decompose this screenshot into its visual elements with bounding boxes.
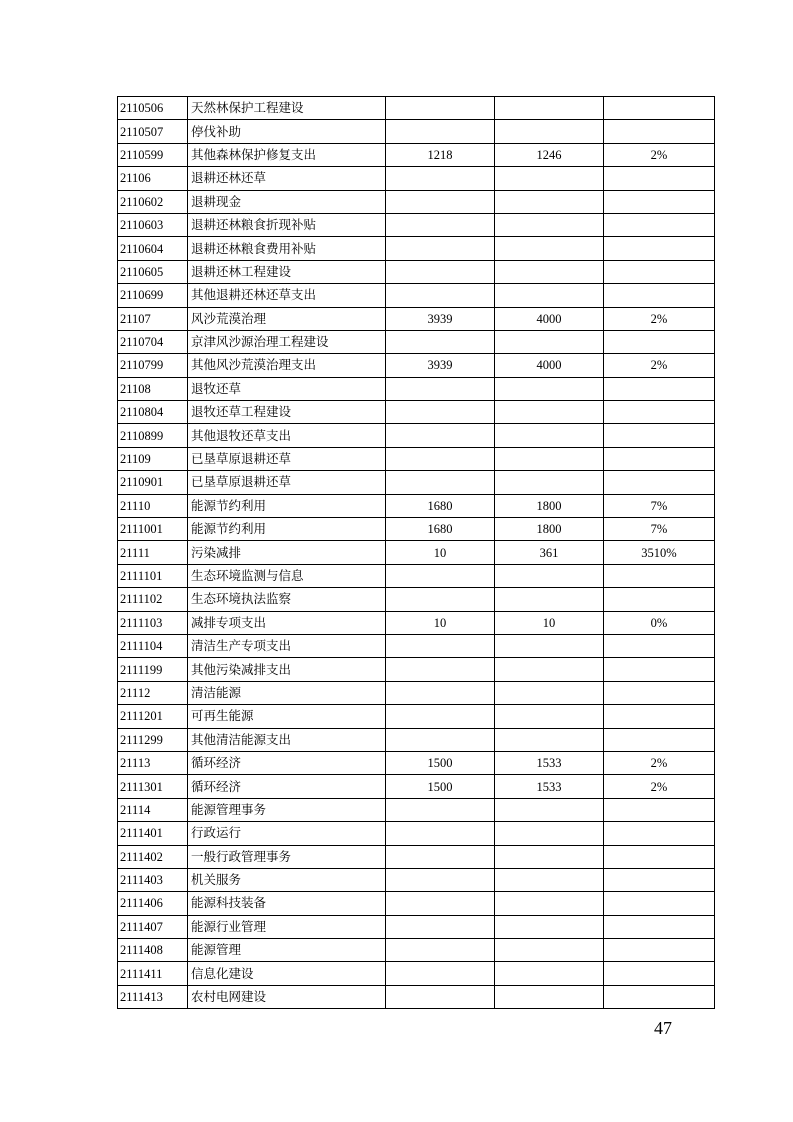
cell-value-1 (386, 447, 495, 470)
table-row (118, 447, 715, 470)
table-row (118, 120, 715, 143)
cell-code: 2111001 (118, 518, 188, 541)
cell-value-2 (495, 845, 604, 868)
cell-value-1 (386, 634, 495, 657)
cell-value-1 (386, 424, 495, 447)
cell-value-2: 4000 (495, 307, 604, 330)
cell-value-2 (495, 939, 604, 962)
cell-growth-rate (604, 120, 715, 143)
table-body (118, 97, 715, 1009)
cell-code: 21109 (118, 447, 188, 470)
table-row (118, 97, 715, 120)
cell-code: 2110507 (118, 120, 188, 143)
cell-growth-rate: 2% (604, 307, 715, 330)
cell-value-2: 1246 (495, 143, 604, 166)
cell-code: 21108 (118, 377, 188, 400)
cell-value-1 (386, 213, 495, 236)
cell-code: 2111403 (118, 868, 188, 891)
cell-value-1 (386, 962, 495, 985)
cell-growth-rate: 2% (604, 775, 715, 798)
cell-value-1: 1680 (386, 494, 495, 517)
cell-code: 21114 (118, 798, 188, 821)
cell-growth-rate (604, 845, 715, 868)
cell-growth-rate: 3510% (604, 541, 715, 564)
cell-code: 2111411 (118, 962, 188, 985)
cell-value-2 (495, 377, 604, 400)
cell-value-2 (495, 120, 604, 143)
cell-item-name: 退耕还林还草 (188, 167, 386, 190)
cell-value-2 (495, 237, 604, 260)
table-row (118, 494, 715, 517)
table-row (118, 751, 715, 774)
cell-growth-rate (604, 868, 715, 891)
cell-code: 2111299 (118, 728, 188, 751)
cell-item-name: 已垦草原退耕还草 (188, 447, 386, 470)
cell-code: 2110799 (118, 354, 188, 377)
cell-value-1 (386, 705, 495, 728)
cell-item-name: 能源节约利用 (188, 518, 386, 541)
cell-code: 2111201 (118, 705, 188, 728)
table-row (118, 588, 715, 611)
cell-growth-rate (604, 260, 715, 283)
cell-value-1: 3939 (386, 307, 495, 330)
cell-item-name: 能源管理事务 (188, 798, 386, 821)
cell-value-1 (386, 798, 495, 821)
table-row (118, 518, 715, 541)
cell-value-2 (495, 284, 604, 307)
cell-value-1 (386, 260, 495, 283)
cell-code: 2110604 (118, 237, 188, 260)
cell-value-1 (386, 330, 495, 353)
cell-value-2 (495, 564, 604, 587)
cell-value-1: 1680 (386, 518, 495, 541)
table-row (118, 330, 715, 353)
cell-growth-rate: 7% (604, 494, 715, 517)
cell-growth-rate (604, 634, 715, 657)
cell-value-1: 10 (386, 611, 495, 634)
cell-growth-rate: 7% (604, 518, 715, 541)
table-row (118, 892, 715, 915)
cell-code: 2110603 (118, 213, 188, 236)
cell-value-1 (386, 284, 495, 307)
cell-value-1 (386, 985, 495, 1008)
cell-growth-rate (604, 471, 715, 494)
cell-value-2: 10 (495, 611, 604, 634)
cell-growth-rate (604, 97, 715, 120)
cell-item-name: 能源行业管理 (188, 915, 386, 938)
cell-item-name: 退耕还林粮食费用补贴 (188, 237, 386, 260)
table-row (118, 681, 715, 704)
cell-code: 2111101 (118, 564, 188, 587)
cell-growth-rate (604, 798, 715, 821)
table-row (118, 401, 715, 424)
cell-growth-rate (604, 284, 715, 307)
cell-code: 2111402 (118, 845, 188, 868)
cell-item-name: 能源科技装备 (188, 892, 386, 915)
cell-item-name: 退耕还林工程建设 (188, 260, 386, 283)
cell-item-name: 清洁能源 (188, 681, 386, 704)
cell-item-name: 其他清洁能源支出 (188, 728, 386, 751)
cell-code: 2111199 (118, 658, 188, 681)
cell-value-2 (495, 424, 604, 447)
cell-value-1 (386, 728, 495, 751)
cell-item-name: 退牧还草 (188, 377, 386, 400)
cell-growth-rate (604, 424, 715, 447)
cell-growth-rate: 2% (604, 751, 715, 774)
cell-value-1 (386, 868, 495, 891)
cell-item-name: 信息化建设 (188, 962, 386, 985)
cell-value-2 (495, 985, 604, 1008)
cell-code: 21111 (118, 541, 188, 564)
table-row (118, 377, 715, 400)
cell-item-name: 可再生能源 (188, 705, 386, 728)
table-row (118, 658, 715, 681)
table-row (118, 143, 715, 166)
cell-code: 2110605 (118, 260, 188, 283)
table-row (118, 939, 715, 962)
cell-value-1 (386, 97, 495, 120)
cell-item-name: 能源节约利用 (188, 494, 386, 517)
cell-value-2 (495, 798, 604, 821)
cell-value-2 (495, 167, 604, 190)
table-row (118, 798, 715, 821)
cell-item-name: 行政运行 (188, 822, 386, 845)
cell-value-2 (495, 962, 604, 985)
cell-value-2 (495, 705, 604, 728)
cell-value-2 (495, 401, 604, 424)
cell-code: 2110899 (118, 424, 188, 447)
cell-growth-rate (604, 892, 715, 915)
table-row (118, 564, 715, 587)
cell-growth-rate (604, 822, 715, 845)
cell-value-2 (495, 892, 604, 915)
cell-growth-rate: 0% (604, 611, 715, 634)
cell-value-2: 361 (495, 541, 604, 564)
table-row (118, 213, 715, 236)
cell-growth-rate (604, 985, 715, 1008)
cell-code: 2110699 (118, 284, 188, 307)
cell-value-1 (386, 564, 495, 587)
cell-code: 2111104 (118, 634, 188, 657)
cell-item-name: 其他退牧还草支出 (188, 424, 386, 447)
cell-value-1 (386, 939, 495, 962)
table-row (118, 541, 715, 564)
cell-code: 2110704 (118, 330, 188, 353)
cell-growth-rate (604, 681, 715, 704)
cell-value-1: 1218 (386, 143, 495, 166)
cell-growth-rate (604, 962, 715, 985)
table-row (118, 868, 715, 891)
cell-growth-rate (604, 401, 715, 424)
cell-growth-rate (604, 447, 715, 470)
cell-item-name: 能源管理 (188, 939, 386, 962)
cell-value-1 (386, 401, 495, 424)
cell-item-name: 已垦草原退耕还草 (188, 471, 386, 494)
cell-value-2 (495, 868, 604, 891)
cell-code: 2110901 (118, 471, 188, 494)
table-row (118, 962, 715, 985)
table-row (118, 822, 715, 845)
cell-value-1 (386, 822, 495, 845)
table-row (118, 260, 715, 283)
table-row (118, 237, 715, 260)
cell-growth-rate (604, 213, 715, 236)
cell-value-1 (386, 588, 495, 611)
cell-item-name: 退耕还林粮食折现补贴 (188, 213, 386, 236)
cell-code: 21106 (118, 167, 188, 190)
cell-value-2 (495, 260, 604, 283)
cell-item-name: 退耕现金 (188, 190, 386, 213)
cell-code: 2111103 (118, 611, 188, 634)
cell-item-name: 退牧还草工程建设 (188, 401, 386, 424)
table-row (118, 775, 715, 798)
cell-value-2: 1533 (495, 751, 604, 774)
cell-value-2 (495, 728, 604, 751)
cell-item-name: 生态环境执法监察 (188, 588, 386, 611)
cell-value-1 (386, 377, 495, 400)
cell-value-2: 4000 (495, 354, 604, 377)
cell-item-name: 生态环境监测与信息 (188, 564, 386, 587)
cell-item-name: 京津风沙源治理工程建设 (188, 330, 386, 353)
table-row (118, 915, 715, 938)
table-row (118, 190, 715, 213)
cell-code: 21110 (118, 494, 188, 517)
cell-value-2 (495, 447, 604, 470)
table-row (118, 307, 715, 330)
cell-growth-rate (604, 190, 715, 213)
cell-value-1 (386, 915, 495, 938)
cell-value-1 (386, 681, 495, 704)
table-row (118, 728, 715, 751)
table-row (118, 845, 715, 868)
cell-code: 2111401 (118, 822, 188, 845)
cell-item-name: 其他森林保护修复支出 (188, 143, 386, 166)
table-row (118, 471, 715, 494)
cell-value-1: 3939 (386, 354, 495, 377)
cell-value-1: 1500 (386, 775, 495, 798)
cell-growth-rate (604, 167, 715, 190)
cell-growth-rate (604, 939, 715, 962)
cell-value-1 (386, 471, 495, 494)
budget-table (117, 96, 715, 1009)
cell-item-name: 其他风沙荒漠治理支出 (188, 354, 386, 377)
cell-value-2 (495, 588, 604, 611)
cell-value-2 (495, 213, 604, 236)
cell-code: 2111407 (118, 915, 188, 938)
table-row (118, 634, 715, 657)
cell-value-1: 10 (386, 541, 495, 564)
cell-item-name: 风沙荒漠治理 (188, 307, 386, 330)
cell-code: 2111102 (118, 588, 188, 611)
table-row (118, 167, 715, 190)
cell-value-2 (495, 330, 604, 353)
cell-item-name: 循环经济 (188, 751, 386, 774)
cell-code: 2110506 (118, 97, 188, 120)
cell-item-name: 停伐补助 (188, 120, 386, 143)
cell-value-2 (495, 190, 604, 213)
cell-value-1 (386, 167, 495, 190)
cell-item-name: 减排专项支出 (188, 611, 386, 634)
cell-value-1 (386, 120, 495, 143)
cell-code: 21112 (118, 681, 188, 704)
cell-value-1 (386, 658, 495, 681)
cell-code: 21107 (118, 307, 188, 330)
cell-value-2: 1533 (495, 775, 604, 798)
cell-item-name: 其他退耕还林还草支出 (188, 284, 386, 307)
cell-growth-rate (604, 377, 715, 400)
cell-value-1 (386, 892, 495, 915)
cell-growth-rate (604, 658, 715, 681)
table-row (118, 611, 715, 634)
cell-code: 2111301 (118, 775, 188, 798)
cell-code: 2110599 (118, 143, 188, 166)
cell-growth-rate: 2% (604, 354, 715, 377)
cell-growth-rate (604, 728, 715, 751)
cell-growth-rate (604, 705, 715, 728)
table-row (118, 354, 715, 377)
table-row (118, 985, 715, 1008)
cell-item-name: 一般行政管理事务 (188, 845, 386, 868)
cell-item-name: 清洁生产专项支出 (188, 634, 386, 657)
cell-growth-rate (604, 564, 715, 587)
cell-value-1 (386, 190, 495, 213)
table-row (118, 424, 715, 447)
cell-code: 2110602 (118, 190, 188, 213)
table-row (118, 705, 715, 728)
cell-value-1 (386, 845, 495, 868)
cell-value-2: 1800 (495, 518, 604, 541)
cell-item-name: 循环经济 (188, 775, 386, 798)
cell-value-2 (495, 915, 604, 938)
cell-item-name: 污染减排 (188, 541, 386, 564)
cell-item-name: 农村电网建设 (188, 985, 386, 1008)
cell-value-2 (495, 658, 604, 681)
cell-value-2 (495, 634, 604, 657)
cell-code: 2111413 (118, 985, 188, 1008)
cell-growth-rate (604, 588, 715, 611)
cell-item-name: 天然林保护工程建设 (188, 97, 386, 120)
cell-code: 2111406 (118, 892, 188, 915)
cell-value-1: 1500 (386, 751, 495, 774)
cell-growth-rate (604, 237, 715, 260)
cell-value-2 (495, 471, 604, 494)
cell-value-2 (495, 681, 604, 704)
cell-item-name: 其他污染减排支出 (188, 658, 386, 681)
cell-growth-rate (604, 915, 715, 938)
page-number: 47 (654, 1018, 672, 1038)
cell-code: 21113 (118, 751, 188, 774)
cell-growth-rate: 2% (604, 143, 715, 166)
cell-code: 2110804 (118, 401, 188, 424)
cell-item-name: 机关服务 (188, 868, 386, 891)
cell-value-2 (495, 97, 604, 120)
cell-value-1 (386, 237, 495, 260)
cell-growth-rate (604, 330, 715, 353)
cell-code: 2111408 (118, 939, 188, 962)
cell-value-2: 1800 (495, 494, 604, 517)
table-row (118, 284, 715, 307)
cell-value-2 (495, 822, 604, 845)
